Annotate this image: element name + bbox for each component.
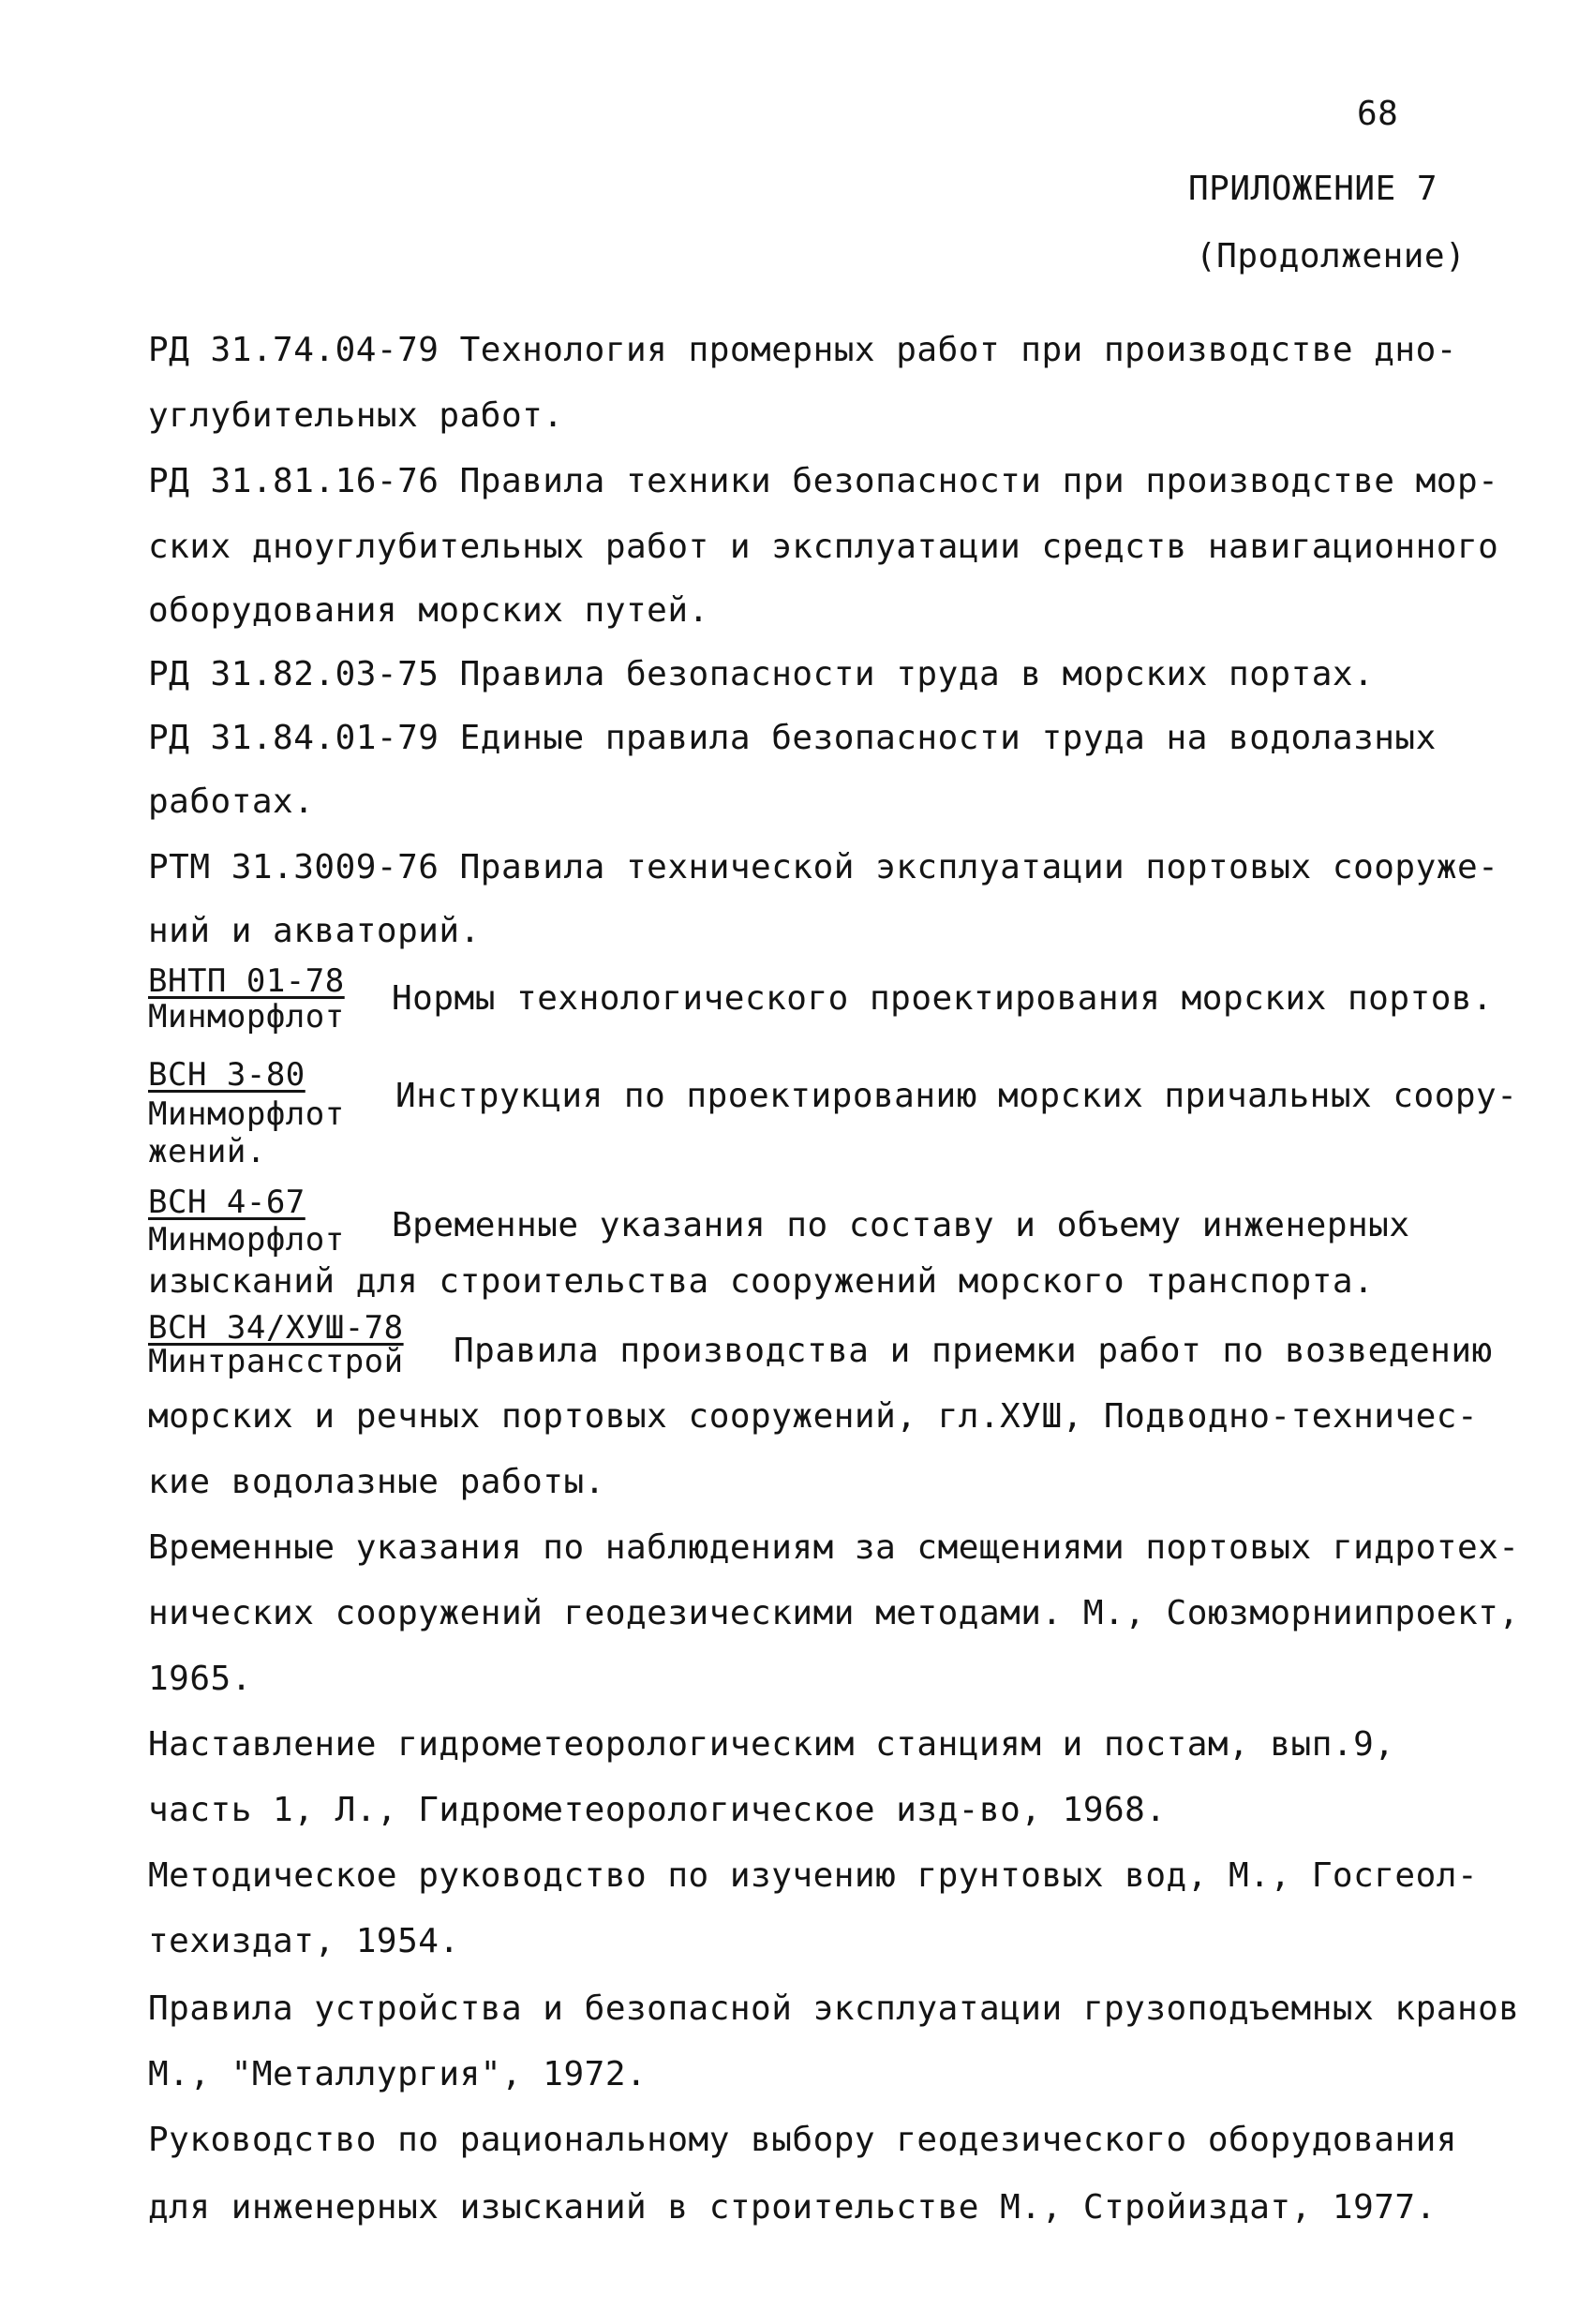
reference-line: Руководство по рациональному выбору геодезического оборудования (148, 2121, 1457, 2159)
reference-line: Наставление гидрометеорологическим станциям и постам, вып.9, (148, 1725, 1395, 1764)
reference-line: изысканий для строительства сооружений морского транспорта. (148, 1262, 1375, 1301)
reference-line: нических сооружений геодезическими методами. М., Союзморниипроект, (148, 1594, 1520, 1632)
document-code: ВСН 3-80 (148, 1056, 305, 1094)
reference-line: Методическое руководство по изучению грунтовых вод, М., Госгеол- (148, 1856, 1479, 1895)
reference-line: РД 31.82.03-75 Правила безопасности труда в морских портах. (148, 655, 1375, 693)
issuing-ministry: Минморфлот (148, 998, 345, 1035)
reference-line: часть 1, Л., Гидрометеорологическое изд-во, 1968. (148, 1791, 1167, 1829)
reference-line: жений. (148, 1133, 266, 1170)
document-code: ВСН 34/ХУШ-78 (148, 1309, 404, 1347)
reference-line: морских и речных портовых сооружений, гл.ХУШ, Подводно-техничес- (148, 1397, 1479, 1436)
reference-line: Временные указания по наблюдениям за смещениями портовых гидротех- (148, 1528, 1520, 1567)
reference-line: 1965. (148, 1660, 252, 1698)
reference-line: РД 31.74.04-79 Технология промерных работ при производстве дно- (148, 331, 1457, 369)
document-code: ВНТП 01-78 (148, 962, 345, 1000)
appendix-title: ПРИЛОЖЕНИЕ 7 (1188, 170, 1438, 208)
reference-line: Правила устройства и безопасной эксплуатации грузоподъемных кранов (148, 1989, 1520, 2028)
issuing-ministry: Минморфлот (148, 1221, 345, 1259)
issuing-ministry: Минморфлот (148, 1095, 345, 1133)
reference-line: ских дноуглубительных работ и эксплуатации средств навигационного (148, 528, 1499, 566)
reference-line: Временные указания по составу и объему инженерных (392, 1206, 1410, 1244)
reference-line: углубительных работ. (148, 396, 564, 435)
reference-line: РД 31.84.01-79 Единые правила безопасности труда на водолазных (148, 719, 1437, 757)
reference-line: Нормы технологического проектирования морских портов. (392, 979, 1494, 1018)
reference-line: Инструкция по проектированию морских причальных соору- (395, 1077, 1518, 1115)
document-code: ВСН 4-67 (148, 1184, 305, 1221)
page-number: 68 (1357, 95, 1399, 133)
reference-line: РД 31.81.16-76 Правила техники безопасности при производстве мор- (148, 462, 1499, 500)
reference-line: М., "Металлургия", 1972. (148, 2055, 648, 2093)
reference-line: Правила производства и приемки работ по возведению (454, 1332, 1493, 1370)
issuing-ministry: Минтрансстрой (148, 1343, 404, 1380)
reference-line: оборудования морских путей. (148, 591, 709, 630)
reference-line: кие водолазные работы. (148, 1463, 605, 1501)
reference-line: работах. (148, 782, 315, 821)
reference-line: ний и акваторий. (148, 912, 481, 950)
reference-line: для инженерных изысканий в строительстве М., Стройиздат, 1977. (148, 2188, 1437, 2227)
reference-line: техиздат, 1954. (148, 1922, 460, 1960)
reference-line: РТМ 31.3009-76 Правила технической эксплуатации портовых сооруже- (148, 848, 1499, 886)
appendix-note: (Продолжение) (1196, 237, 1467, 276)
